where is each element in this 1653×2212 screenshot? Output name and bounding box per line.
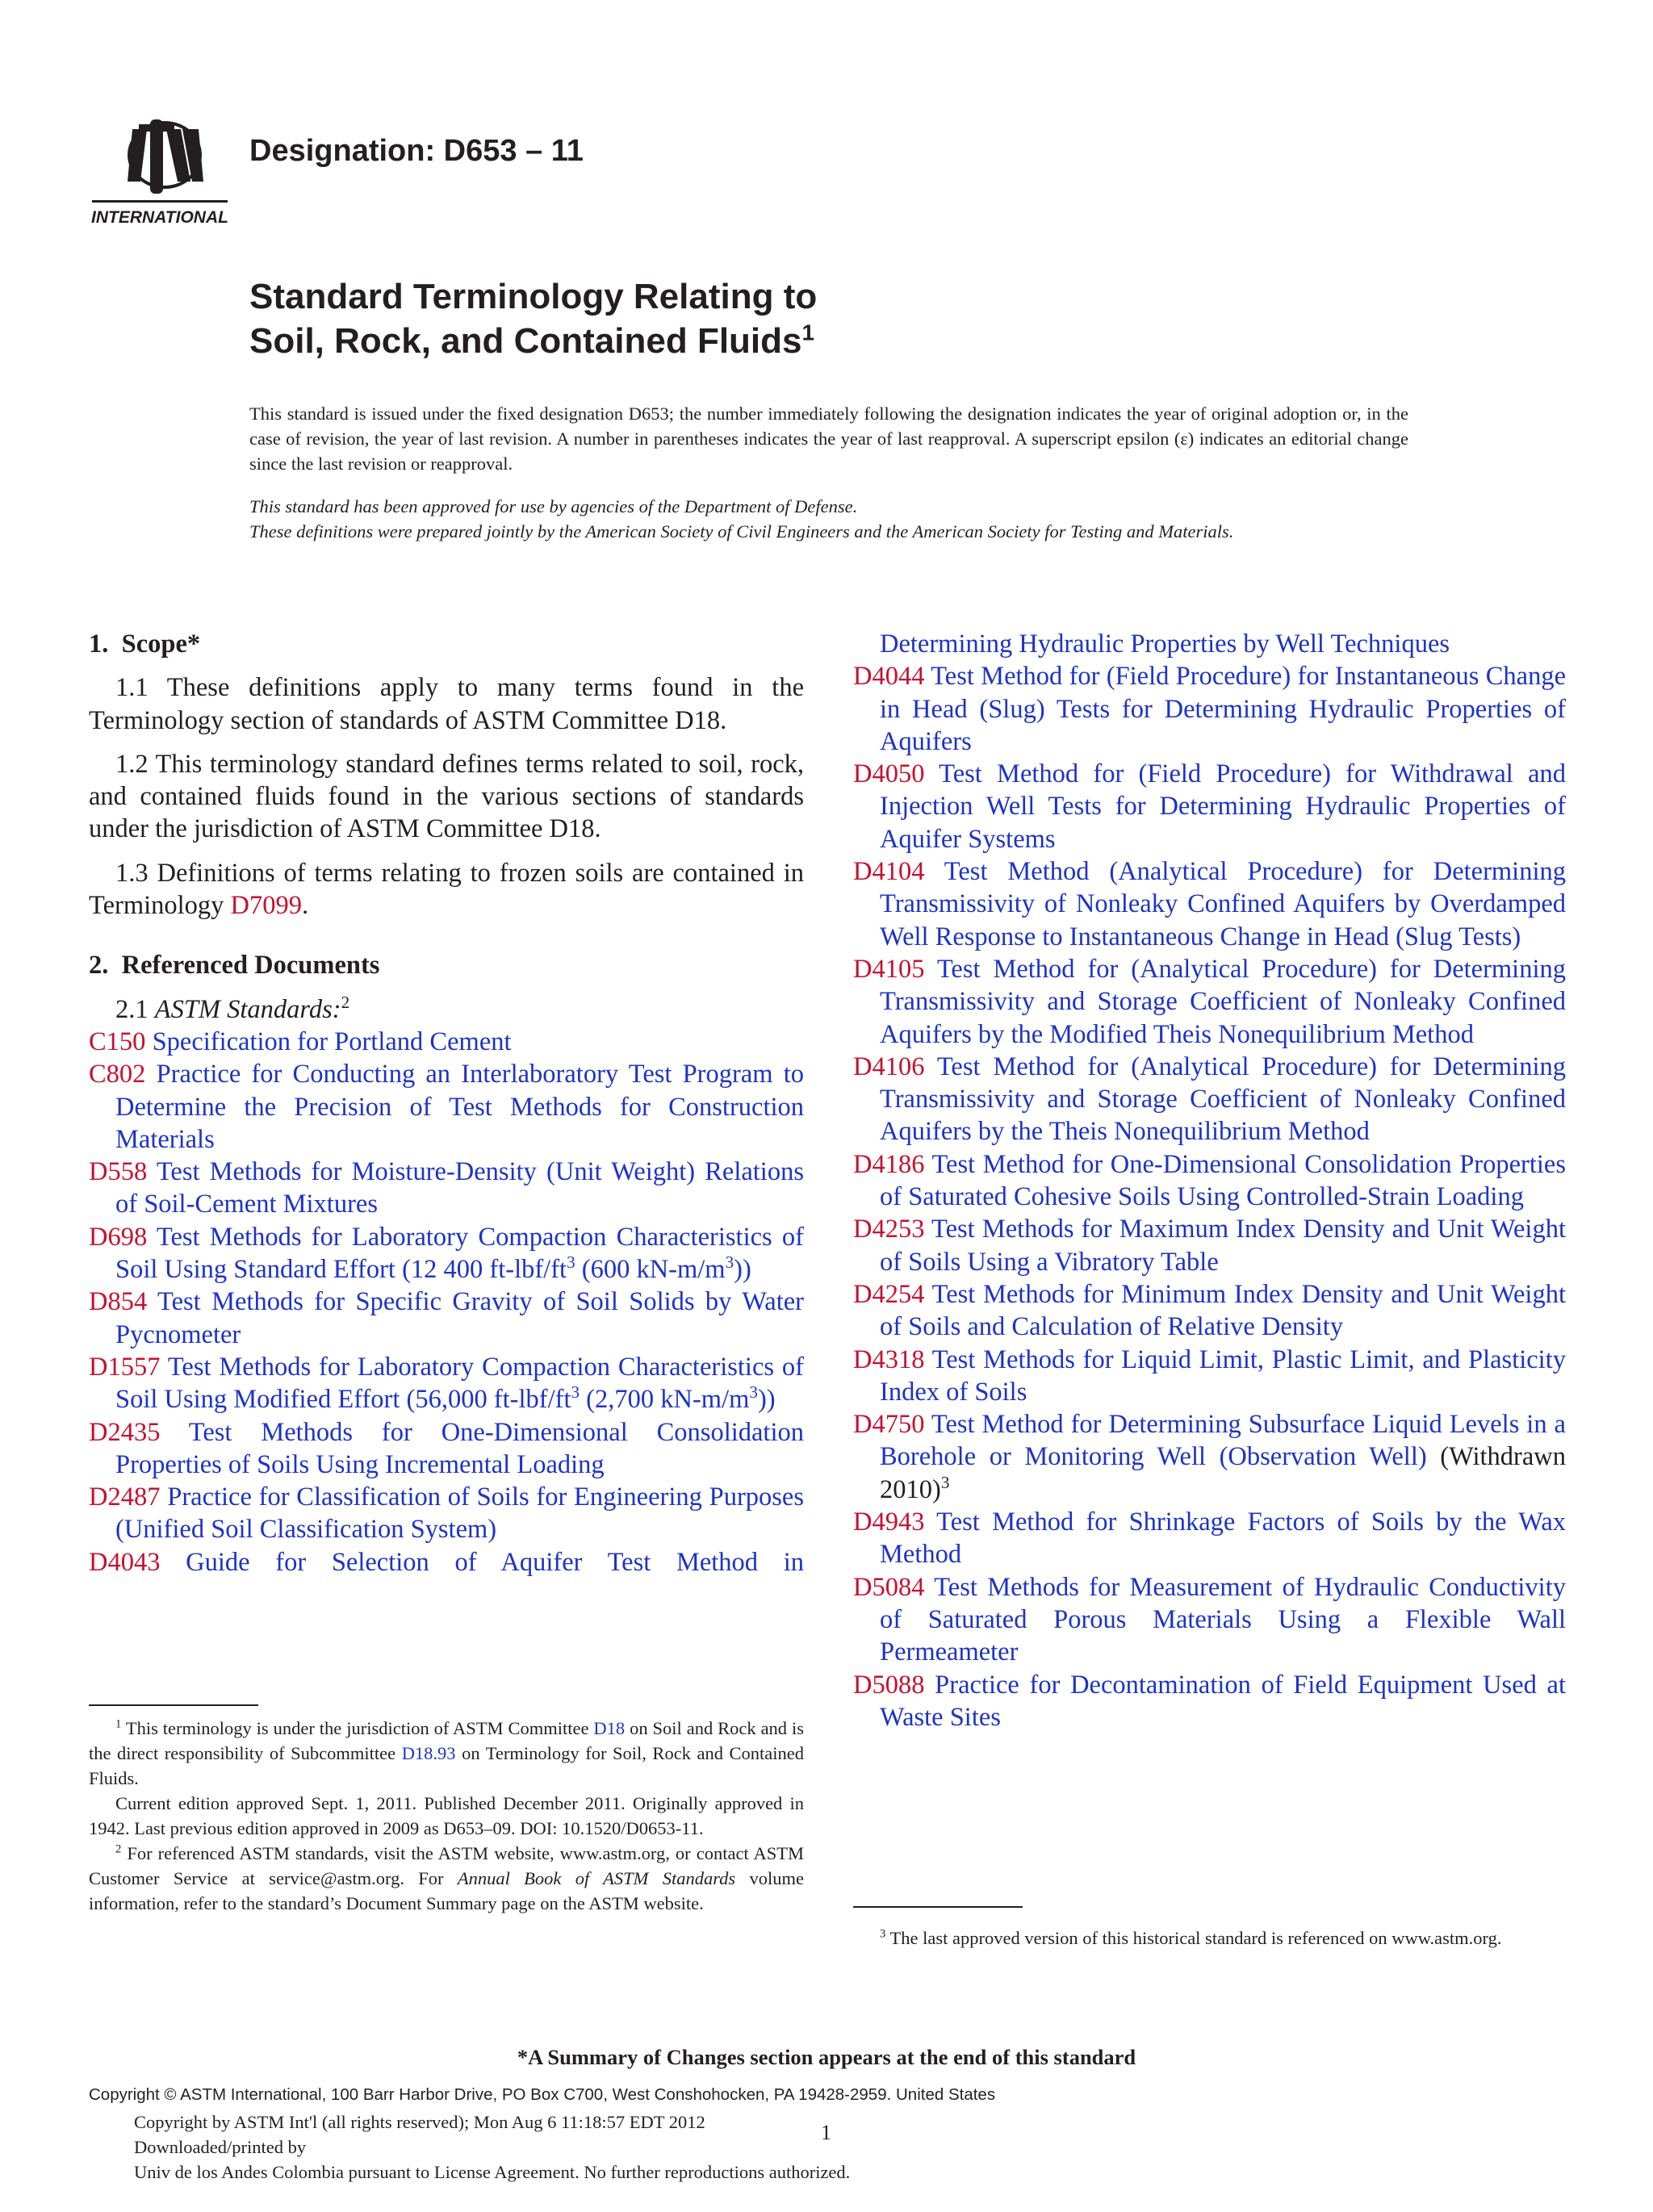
scope-para-3	[89, 857, 804, 922]
designation-note: This standard is issued under the fixed designation D653; the number immediately following the designation indicates the year of original adoption or, in the case of revision, the year of last revision. A number in parentheses indicates the year of last reapproval. A superscript epsilon (ε) indicates an editorial change since the last revision or reapproval.	[249, 404, 1408, 474]
reference-code[interactable]: D4106	[853, 1052, 925, 1081]
reference-title-part: Test Methods for Laboratory Compaction Characteristics of Soil Using Standard Effort (12 400 ft-lbf/ft	[115, 1222, 804, 1285]
download-line-1: Copyright by ASTM Int'l (all rights reserved); Mon Aug 6 11:18:57 EDT 2012	[134, 2112, 705, 2132]
reference-title[interactable]: Test Method for Determining Subsurface Liquid Levels in a Borehole or Monitoring Well (Observation Well)	[880, 1410, 1566, 1472]
footnote-text: volume information, refer to the standard’s Document Summary page on the ASTM website.	[89, 1868, 804, 1913]
logo-subtext: INTERNATIONAL	[91, 208, 228, 227]
reference-title[interactable]: Test Method for (Field Procedure) for Instantaneous Change in Head (Slug) Tests for Determining Hydraulic Properties of Aquifers	[880, 662, 1566, 756]
reference-item	[853, 660, 1566, 758]
reference-item	[89, 1481, 804, 1546]
reference-item	[853, 1051, 1566, 1148]
footnote-italic: Annual Book of ASTM Standards	[457, 1868, 736, 1888]
reference-title-part: ))	[757, 1385, 776, 1415]
footnote-1	[89, 1716, 804, 1791]
reference-item	[853, 1344, 1566, 1409]
reference-code[interactable]: D4253	[853, 1215, 925, 1244]
link-d7099[interactable]: D7099	[230, 891, 303, 921]
reference-item	[853, 1506, 1566, 1571]
reference-item	[89, 1546, 804, 1579]
reference-code[interactable]: D4104	[853, 857, 925, 887]
download-line-3: Univ de los Andes Colombia pursuant to License Agreement. No further reproductions authorized.	[134, 2162, 851, 2182]
reference-code[interactable]: D4043	[89, 1547, 161, 1577]
reference-title[interactable]: Test Methods for Minimum Index Density and Unit Weight of Soils and Calculation of Relative Density	[880, 1279, 1566, 1342]
subheading-number: 2.1	[115, 994, 155, 1024]
title-footnote-mark: 1	[801, 320, 815, 345]
scope-heading: 1. Scope*	[89, 629, 201, 659]
approval-notes	[249, 494, 1408, 544]
subheading-label: ASTM Standards:	[154, 994, 341, 1024]
superscript: 3	[567, 1252, 575, 1273]
reference-item	[853, 855, 1566, 953]
reference-item	[853, 1213, 1566, 1278]
dod-note: This standard has been approved for use by agencies of the Department of Defense.	[249, 496, 858, 516]
reference-title[interactable]: Practice for Classification of Soils for Engineering Purposes (Unified Soil Classification System)	[115, 1482, 805, 1545]
reference-code[interactable]: D4750	[853, 1410, 925, 1440]
designation: Designation: D653 – 11	[249, 134, 584, 168]
reference-code[interactable]: D5084	[853, 1572, 925, 1602]
footnote-1-edition: Current edition approved Sept. 1, 2011. Published December 2011. Originally approved in 1942. Last previous edition approved in 2009 as D653–09. DOI: 10.1520/D0653-11.	[89, 1793, 804, 1838]
reference-code[interactable]: D558	[89, 1157, 148, 1187]
reference-item	[89, 1156, 804, 1221]
reference-item	[853, 1148, 1566, 1214]
scope-para-1: 1.1 These definitions apply to many terms found in the Terminology section of standards of ASTM Committee D18.	[89, 673, 804, 735]
download-line-2: Downloaded/printed by	[134, 2137, 307, 2157]
reference-title[interactable]: Guide for Selection of Aquifer Test Method in	[186, 1547, 805, 1577]
reference-code[interactable]: D4254	[853, 1279, 925, 1309]
reference-title[interactable]: Test Methods for Moisture-Density (Unit Weight) Relations of Soil-Cement Mixtures	[115, 1157, 804, 1219]
reference-title[interactable]: Test Method for Shrinkage Factors of Soils by the Wax Method	[880, 1507, 1566, 1570]
reference-code[interactable]: D5088	[853, 1670, 925, 1700]
reference-item	[89, 1058, 804, 1156]
footnote-text: This terminology is under the jurisdiction of ASTM Committee	[121, 1718, 594, 1738]
reference-code[interactable]: D4318	[853, 1344, 925, 1374]
reference-title[interactable]: Test Method for (Analytical Procedure) for Determining Transmissivity and Storage Coefficient of Nonleaky Confined Aquifers by the Modified Theis Nonequilibrium Method	[880, 954, 1566, 1049]
reference-title[interactable]: Test Method for (Field Procedure) for Withdrawal and Injection Well Tests for Determining Hydraulic Properties of Aquifer Systems	[880, 759, 1566, 854]
reference-code[interactable]: D854	[89, 1287, 148, 1317]
footnote-text: on Soil and Rock and is the direct responsibility of Subcommittee	[89, 1718, 804, 1763]
reference-code[interactable]: D1557	[89, 1352, 161, 1382]
reference-title[interactable]: Practice for Conducting an Interlaboratory Test Program to Determine the Precision of Test Methods for Construction Materials	[115, 1060, 804, 1154]
superscript: 3	[571, 1382, 580, 1403]
reference-code[interactable]: D698	[89, 1222, 148, 1252]
reference-title-part: ))	[734, 1255, 751, 1285]
footnote-mark: 2	[115, 1842, 122, 1856]
summary-of-changes-note: *A Summary of Changes section appears at the end of this standard	[517, 2045, 1136, 2069]
reference-code[interactable]: D2487	[89, 1482, 161, 1512]
reference-title[interactable]: Test Methods for Maximum Index Density and Unit Weight of Soils Using a Vibratory Table	[880, 1215, 1566, 1277]
footnote-mark: 3	[880, 1927, 886, 1941]
superscript: 3	[940, 1472, 950, 1492]
reference-code[interactable]: D4044	[853, 662, 925, 692]
astm-standards-subheading	[89, 993, 804, 1026]
right-column	[853, 628, 1566, 1733]
footnote-text: The last approved version of this historical standard is referenced on www.astm.org.	[885, 1928, 1502, 1948]
reference-title[interactable]: Test Method for One-Dimensional Consolidation Properties of Saturated Cohesive Soils Using Controlled-Strain Loading	[880, 1149, 1566, 1212]
document-title	[249, 274, 817, 363]
reference-item	[853, 953, 1566, 1051]
page-number: 1	[821, 2121, 831, 2144]
reference-code[interactable]: D4105	[853, 954, 925, 984]
footnote-text: on Terminology for Soil, Rock and Contained Fluids.	[89, 1743, 804, 1788]
scope-para-3-end: .	[302, 891, 309, 921]
reference-title[interactable]: Test Methods for Liquid Limit, Plastic Limit, and Plasticity Index of Soils	[880, 1344, 1566, 1407]
reference-code[interactable]: D4943	[853, 1507, 925, 1537]
reference-item	[853, 1669, 1566, 1734]
reference-code[interactable]: C802	[89, 1060, 146, 1089]
footnotes-right	[853, 1906, 1566, 1951]
reference-title[interactable]: Specification for Portland Cement	[152, 1027, 512, 1056]
reference-list-left	[89, 1026, 804, 1579]
reference-item	[853, 758, 1566, 855]
reference-title[interactable]: Test Method for (Analytical Procedure) for Determining Transmissivity and Storage Coefficient of Nonleaky Confined Aquifers by the Theis Nonequilibrium Method	[880, 1052, 1566, 1147]
reference-title-part: (2,700 kN-m/m	[580, 1385, 750, 1415]
footnotes-left	[89, 1704, 804, 1916]
astm-logo	[87, 105, 232, 230]
reference-continuation	[853, 628, 1566, 660]
reference-title[interactable]: Test Methods for Specific Gravity of Soil Solids by Water Pycnometer	[115, 1287, 804, 1349]
footnote-2	[89, 1841, 804, 1916]
reference-item	[89, 1221, 804, 1286]
left-column	[89, 628, 804, 1579]
reference-item	[89, 1286, 804, 1351]
reference-title[interactable]	[115, 1223, 804, 1284]
reference-item	[853, 1571, 1566, 1669]
joint-note: These definitions were prepared jointly by the American Society of Civil Engineers and the American Society for Testing and Materials.	[249, 521, 1234, 542]
reference-title[interactable]: Test Method (Analytical Procedure) for Determining Transmissivity of Nonleaky Confined Aquifers by Overdamped Well Response to Instantaneous Change in Head (Slug Tests)	[880, 857, 1566, 951]
reference-title[interactable]: Test Methods for Measurement of Hydraulic Conductivity of Saturated Porous Materials Using a Flexible Wall Permeameter	[880, 1572, 1566, 1667]
reference-item	[853, 1408, 1566, 1506]
footnote-3	[853, 1926, 1566, 1951]
reference-item	[89, 1026, 804, 1058]
reference-title[interactable]	[115, 1353, 804, 1414]
withdrawn-note: (Withdrawn 2010)	[880, 1442, 1566, 1504]
footnote-text: For referenced ASTM standards, visit the ASTM website, www.astm.org, or contact ASTM Customer Service at service@astm.org. For	[89, 1843, 804, 1888]
reference-title[interactable]: Determining Hydraulic Properties by Well Techniques	[880, 629, 1450, 659]
title-line-1: Standard Terminology Relating to	[249, 277, 818, 316]
reference-title-part: Test Methods for Laboratory Compaction Characteristics of Soil Using Modified Effort (56,000 ft-lbf/ft	[115, 1352, 804, 1415]
reference-item	[853, 1278, 1566, 1344]
reference-code[interactable]: C150	[89, 1027, 146, 1056]
copyright-line: Copyright © ASTM International, 100 Barr Harbor Drive, PO Box C700, West Conshohocken, PA 19428-2959. United States	[89, 2085, 996, 2104]
reference-item	[89, 1416, 804, 1482]
reference-item	[89, 1351, 804, 1416]
reference-code[interactable]: D4050	[853, 759, 925, 789]
reference-title[interactable]: Test Methods for One-Dimensional Consolidation Properties of Soils Using Incremental Loading	[115, 1417, 804, 1479]
link-d18[interactable]: D18	[593, 1718, 626, 1738]
referenced-documents-heading: 2. Referenced Documents	[89, 951, 380, 981]
scope-para-2: 1.2 This terminology standard defines terms related to soil, rock, and contained fluids found in the various sections of standards under the jurisdiction of ASTM Committee D18.	[89, 749, 804, 844]
reference-code[interactable]: D2435	[89, 1417, 161, 1447]
superscript: 3	[749, 1382, 758, 1403]
link-d18-93[interactable]: D18.93	[401, 1743, 456, 1763]
reference-title[interactable]: Practice for Decontamination of Field Equipment Used at Waste Sites	[880, 1670, 1567, 1732]
footnote-mark: 1	[115, 1717, 122, 1731]
superscript: 3	[725, 1252, 734, 1273]
reference-title-part: (600 kN-m/m	[575, 1255, 726, 1285]
title-line-2: Soil, Rock, and Contained Fluids	[249, 321, 802, 361]
download-notice	[134, 2110, 850, 2185]
reference-code[interactable]: D4186	[853, 1149, 925, 1179]
scope-para-3-text: 1.3 Definitions of terms relating to frozen soils are contained in Terminology	[89, 858, 804, 921]
subheading-footnote-mark: 2	[341, 992, 350, 1012]
